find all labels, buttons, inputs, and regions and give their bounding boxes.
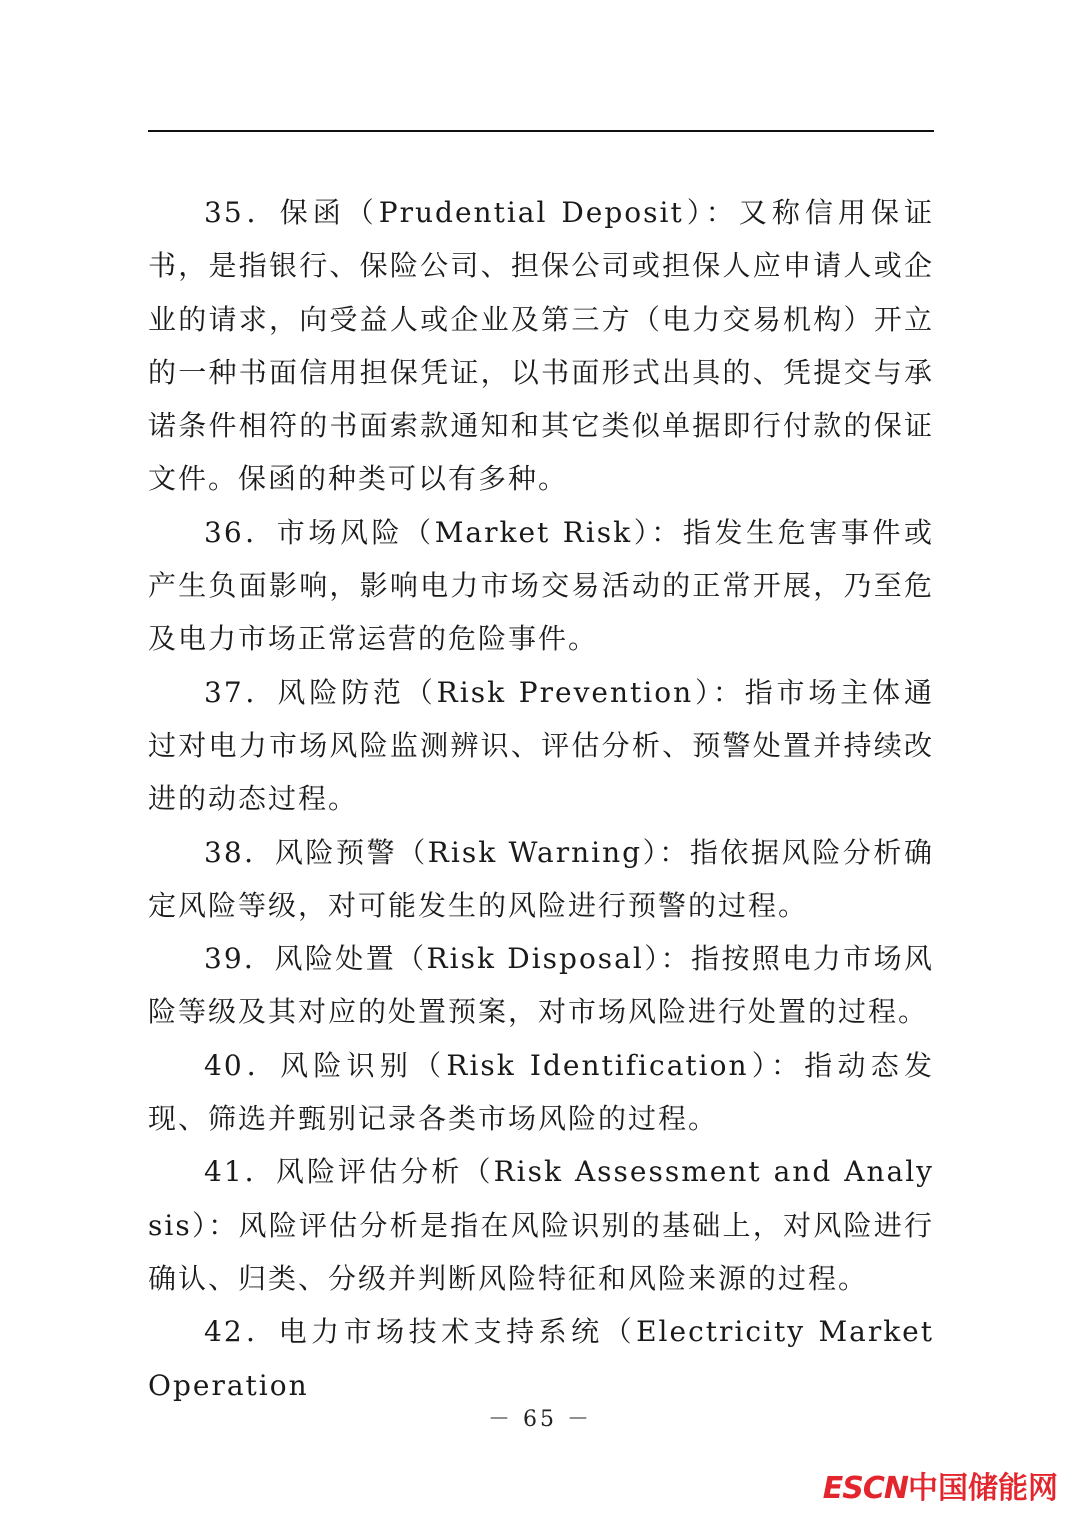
paragraph-42: 42．电力市场技术支持系统（Electricity Market Operation: [148, 1315, 934, 1402]
paragraph-41: 41．风险评估分析（Risk Assessment and Analysis）：风险评估分析是指在风险识别的基础上，对风险进行确认、归类、分级并判断风险特征和风险来源的过程。: [148, 1155, 934, 1295]
paragraph-37: 37．风险防范（Risk Prevention）：指市场主体通过对电力市场风险监测辨识、评估分析、预警处置并持续改进的动态过程。: [148, 675, 934, 816]
watermark-latin: ESCN: [822, 1471, 908, 1506]
paragraph-39: 39．风险处置（Risk Disposal）：指按照电力市场风险等级及其对应的处置预案，对市场风险进行处置的过程。: [148, 942, 934, 1029]
paragraph-36: 36．市场风险（Market Risk）：指发生危害事件或产生负面影响，影响电力市场交易活动的正常开展，乃至危及电力市场正常运营的危险事件。: [148, 515, 934, 656]
page-number: － 65 －: [488, 1407, 592, 1432]
escn-watermark-logo: [823, 1463, 1058, 1507]
document-body: [148, 186, 934, 1412]
paragraph-35: 35．保函（Prudential Deposit）：又称信用保证书，是指银行、保险公司、担保公司或担保人应申请人或企业的请求，向受益人或企业及第三方（电力交易机构）开立的一种书面信用担保凭证，以书面形式出具的、凭提交与承诺条件相符的书面索款通知和其它类似单据即行付款的保证文件。保函的种类可以有多种。: [148, 196, 934, 496]
paragraph-38: 38．风险预警（Risk Warning）：指依据风险分析确定风险等级，对可能发生的风险进行预警的过程。: [148, 835, 934, 922]
paragraph-40: 40．风险识别（Risk Identification）：指动态发现、筛选并甄别记录各类市场风险的过程。: [148, 1048, 934, 1136]
header-rule: [148, 130, 934, 132]
watermark-chinese: 中国储能网: [908, 1471, 1058, 1506]
